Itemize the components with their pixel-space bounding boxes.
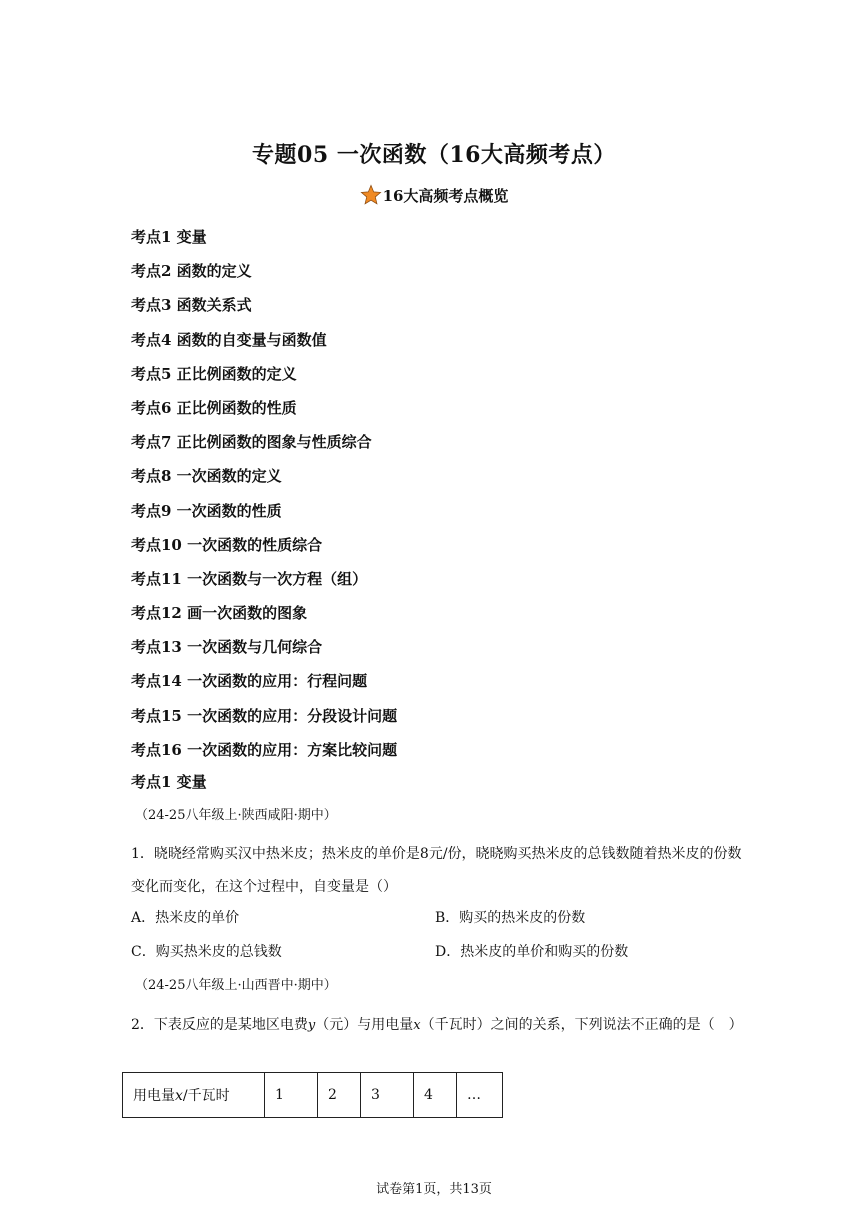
kaodian-item: 考点16 一次函数的应用：方案比较问题 [131,740,398,759]
kaodian-item: 考点15 一次函数的应用：分段设计问题 [131,706,398,725]
kaodian-item: 考点10 一次函数的性质综合 [131,535,323,554]
page-footer: 试卷第1页，共13页 [376,1182,492,1197]
table-header-unit: /千瓦时 [182,1088,230,1104]
question2-stem [131,1009,751,1042]
table-header-cell [123,1073,265,1118]
kaodian-list [131,224,397,771]
question1-option-a: A．热米皮的单价 [131,910,240,926]
kaodian-item: 考点6 正比例函数的性质 [131,398,297,417]
question1-option-c: C．购买热米皮的总钱数 [131,944,282,960]
kaodian-item: 考点9 一次函数的性质 [131,501,282,520]
kaodian-item: 考点12 画一次函数的图象 [131,604,308,623]
variable-y: y [307,1018,316,1033]
kaodian-item: 考点2 函数的定义 [131,262,252,281]
question1-stem: 1．晓晓经常购买汉中热米皮；热米皮的单价是8元/份，晓晓购买热米皮的总钱数随着热米皮的份数变化而变化，在这个过程中，自变量是（） [131,846,742,895]
variable-x: x [413,1018,421,1033]
table-cell: 1 [265,1073,318,1118]
question1-source: （24-25八年级上·陕西咸阳·期中） [135,808,337,823]
table-cell: … [457,1073,503,1118]
question1-option-d: D．热米皮的单价和购买的份数 [435,944,629,960]
electricity-table [122,1072,503,1118]
kaodian-item: 考点5 正比例函数的定义 [131,364,297,383]
section-heading: 考点1 变量 [131,773,207,791]
star-icon [360,184,382,206]
overview-heading-text: 16大高频考点概览 [382,187,509,205]
page-title: 专题05 一次函数（16大高频考点） [252,142,616,168]
table-cell: 4 [414,1073,457,1118]
table-header-variable: x [175,1088,183,1104]
question2-source: （24-25八年级上·山西晋中·期中） [135,978,337,993]
kaodian-item: 考点4 函数的自变量与函数值 [131,330,327,349]
overview-heading [0,184,868,206]
kaodian-item: 考点13 一次函数与几何综合 [131,638,323,657]
table-header-label: 用电量 [133,1088,175,1104]
kaodian-item: 考点14 一次函数的应用：行程问题 [131,672,368,691]
table-row [123,1073,503,1118]
kaodian-item: 考点8 一次函数的定义 [131,467,282,486]
table-cell: 2 [318,1073,361,1118]
kaodian-item: 考点1 变量 [131,228,207,246]
kaodian-item: 考点3 函数关系式 [131,296,252,315]
question2-stem-part1: 2．下表反应的是某地区电费 [131,1017,308,1033]
kaodian-item: 考点7 正比例函数的图象与性质综合 [131,433,372,452]
kaodian-item: 考点11 一次函数与一次方程（组） [131,569,368,588]
question2-stem-part2: （元）与用电量 [315,1017,414,1033]
question2-stem-part3: （千瓦时）之间的关系，下列说法不正确的是（ ） [420,1017,743,1033]
question1-option-b: B．购买的热米皮的份数 [435,910,586,926]
table-cell: 3 [361,1073,414,1118]
